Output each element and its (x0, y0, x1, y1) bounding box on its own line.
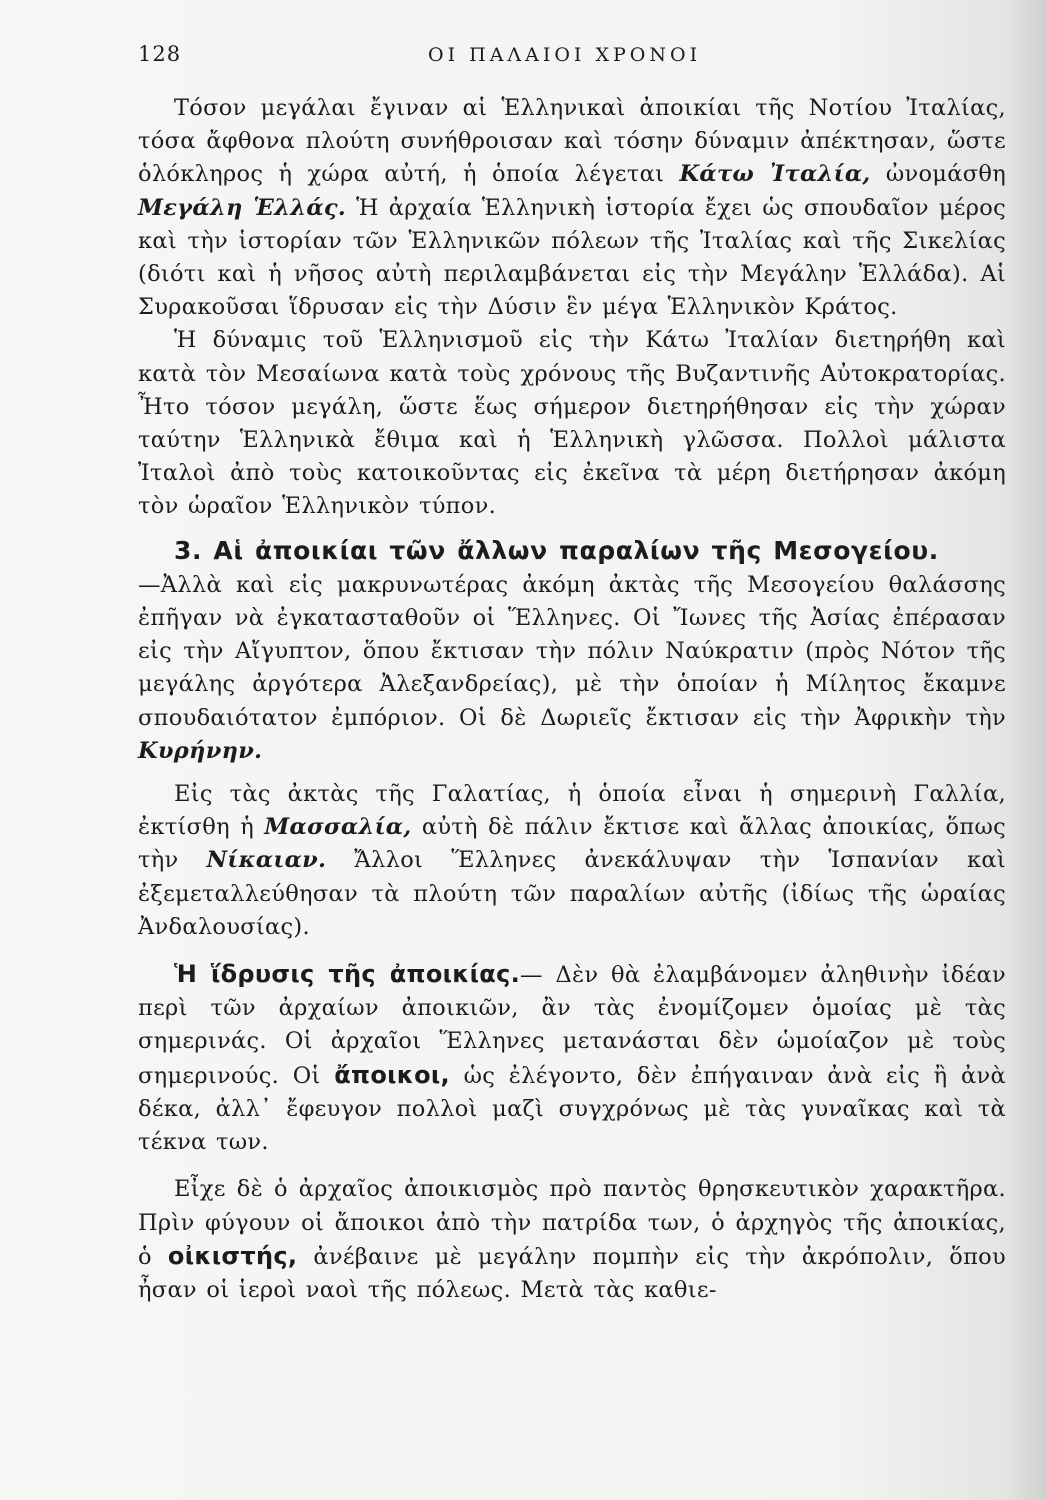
paragraph-gaul-spain: Εἰς τὰς ἀκτὰς τῆς Γαλατίας, ἡ ὁποία εἶναι ἡ σημερινὴ Γαλλία, ἐκτίσθη ἡ Μασσαλία, αὐτὴ δὲ πάλιν ἔκτισε καὶ ἄλλας ἀποικίας, ὅπως τὴν Νίκαιαν. Ἄλλοι Ἕλληνες ἀνεκάλυψαν τὴν Ἱσπανίαν καὶ ἐξεμεταλλεύθησαν τὰ πλούτη τῶν παραλίων αὐτῆς (ἰδίως τῆς ὡραίας Ἀνδαλουσίας). (138, 781, 1007, 940)
term-megali-ellas: Μεγάλη Ἑλλάς. (138, 194, 347, 221)
paragraph-founding-colony: Ἡ ἵδρυσις τῆς ἀποικίας.— Δὲν θὰ ἐλαμβάνομεν ἀληθινὴν ἰδέαν περὶ τῶν ἀρχαίων ἀποικιῶν, ἂν τὰς ἐνομίζομεν ὁμοίας μὲ τὰς σημερινάς. Οἱ ἀρχαῖοι Ἕλληνες μετανάσται δὲν ὡμοίαζον μὲ τοὺς σημερινούς. Οἱ ἄποικοι, ὡς ἐλέγοντο, δὲν ἐπήγαιναν ἀνὰ εἰς ἢ ἀνὰ δέκα, ἀλλ᾽ ἔφευγον πολλοὶ μαζὶ συγχρόνως μὲ τὰς γυναῖκας καὶ τὰ τέκνα των. (138, 960, 1006, 1156)
paragraph-hellenism-south-italy: Ἡ δύναμις τοῦ Ἑλληνισμοῦ εἰς τὴν Κάτω Ἰταλίαν διετηρήθη καὶ κατὰ τὸν Μεσαίωνα κατὰ τοὺς χρόνους τῆς Βυζαντινῆς Αὐτοκρατορίας. Ἦτο τόσον μεγάλη, ὥστε ἕως σήμερον διετηρήθησαν εἰς τὴν χώραν ταύτην Ἑλληνικὰ ἔθιμα καὶ ἡ Ἑλληνικὴ γλῶσσα. Πολλοὶ μάλιστα Ἰταλοὶ ἀπὸ τοὺς κατοικοῦντας εἰς ἐκεῖνα τὰ μέρη διετήρησαν ἀκόμη τὸν ὡραῖον Ἑλληνικὸν τύπον. (138, 327, 1006, 520)
paragraph-section-3: 3. Αἱ ἀποικίαι τῶν ἄλλων παραλίων τῆς Μεσογείου. —Ἀλλὰ καὶ εἰς μακρυνωτέρας ἀκόμη ἀκτὰς τῆς Μεσογείου θαλάσσης ἐπῆγαν νὰ ἐγκατασταθοῦν οἱ Ἕλληνες. Οἱ Ἴωνες τῆς Ἀσίας ἐπέρασαν εἰς τὴν Αἴγυπτον, ὅπου ἔκτισαν τὴν πόλιν Ναύκρατιν (πρὸς Νότον τῆς μεγάλης ἀργότερα Ἀλεξανδρείας), μὲ τὴν ὁποίαν ἡ Μίλητος ἔκαμνε σπουδαιότατον ἐμπόριον. Οἱ δὲ Δωριεῖς ἔκτισαν εἰς τὴν Ἀφρικὴν τὴν Κυρήνην. (138, 535, 1006, 764)
term-nikaia: Νίκαιαν. (206, 847, 327, 874)
section-heading-3: 3. Αἱ ἀποικίαι τῶν ἄλλων παραλίων τῆς Μεσογείου. (174, 535, 939, 565)
term-kyrene: Κυρήνην. (138, 737, 263, 764)
term-apoikoi: ἄποικοι, (334, 1060, 450, 1089)
paragraph-religious-character: Εἶχε δὲ ὁ ἀρχαῖος ἀποικισμὸς πρὸ παντὸς θρησκευτικὸν χαρακτῆρα. Πρὶν φύγουν οἱ ἄποικοι ἀπὸ τὴν πατρίδα των, ὁ ἀρχηγὸς τῆς ἀποικίας, ὁ οἰκιστής, ἀνέβαινε μὲ μεγάλην πομπὴν εἰς τὴν ἀκρόπολιν, ὅπου ἦσαν οἱ ἱεροὶ ναοὶ τῆς πόλεως. Μετὰ τὰς καθιε- (138, 1176, 1006, 1303)
term-massalia: Μασσαλία, (264, 814, 412, 841)
paragraph-magna-graecia: Τόσον μεγάλαι ἔγιναν αἱ Ἑλληνικαὶ ἀποικίαι τῆς Νοτίου Ἰταλίας, τόσα ἄφθονα πλούτη συνήθροισαν καὶ τόσην δύναμιν ἀπέκτησαν, ὥστε ὁλόκληρος ἡ χώρα αὐτή, ἡ ὁποία λέγεται Κάτω Ἰταλία, ὠνομάσθη Μεγάλη Ἑλλάς. Ἡ ἀρχαία Ἑλληνικὴ ἱστορία ἔχει ὡς σπουδαῖον μέρος καὶ τὴν ἱστορίαν τῶν Ἑλληνικῶν πόλεων τῆς Ἰταλίας καὶ τῆς Σικελίας (διότι καὶ ἡ νῆσος αὐτὴ περιλαμβάνεται εἰς τὴν Μεγάλην Ἑλλάδα). Αἱ Συρακοῦσαι ἵδρυσαν εἰς τὴν Δύσιν ἓν μέγα Ἑλληνικὸν Κράτος. (138, 95, 1006, 321)
page-number: 128 (138, 42, 182, 66)
page-header (138, 42, 1007, 72)
subheading-founding: Ἡ ἵδρυσις τῆς ἀποικίας. (174, 960, 521, 989)
page-body (138, 92, 1006, 1307)
term-oikistis: οἰκιστής, (167, 1241, 298, 1270)
running-title: ΟΙ ΠΑΛΑΙΟΙ ΧΡΟΝΟΙ (428, 44, 702, 66)
term-kato-italia: Κάτω Ἰταλία, (679, 161, 871, 188)
